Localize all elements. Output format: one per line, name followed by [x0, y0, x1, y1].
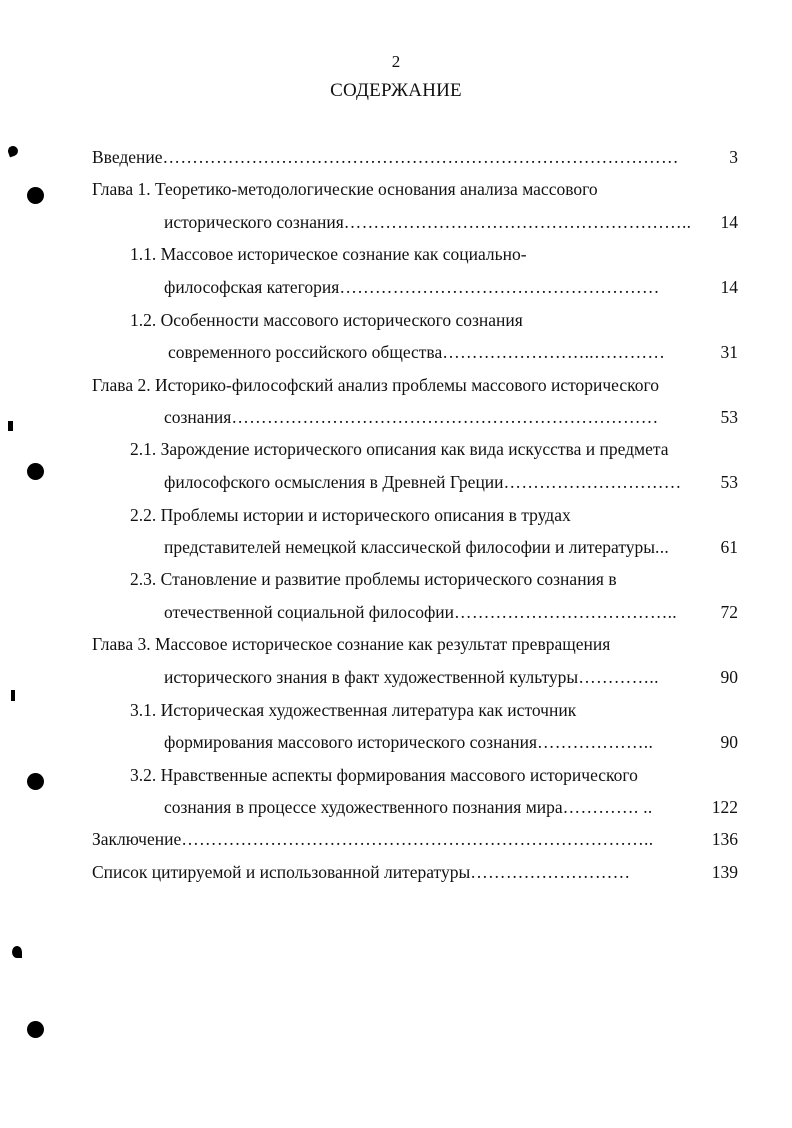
- toc-page-number: 139: [711, 862, 738, 882]
- toc-entry-section-3-1-cont: [164, 731, 653, 753]
- punch-hole: [27, 463, 44, 480]
- toc-leader-dots: …………………………………………………..: [343, 212, 692, 232]
- toc-entry-chapter-3: [92, 633, 610, 655]
- toc-page-number: 90: [720, 732, 738, 752]
- toc-entry-section-2-2: [130, 504, 571, 526]
- punch-hole: [27, 1021, 44, 1038]
- toc-entry-chapter-2: [92, 374, 659, 396]
- toc-entry-section-1-1-cont: [164, 276, 660, 298]
- toc-entry-title-cont: представителей немецкой классической философии и литературы: [164, 537, 656, 557]
- toc-entry-title-cont: формирования массового исторического сознания: [164, 732, 537, 752]
- toc-entry-bibliography: [92, 861, 630, 883]
- toc-entry-title: 3.2. Нравственные аспекты формирования массового исторического: [130, 765, 638, 785]
- toc-entry-section-3-1: [130, 699, 576, 721]
- toc-entry-section-2-1-cont: [164, 471, 682, 493]
- toc-entry-title: 2.2. Проблемы истории и исторического описания в трудах: [130, 505, 571, 525]
- toc-entry-chapter-2-cont: [164, 406, 659, 428]
- toc-entry-section-1-2: [130, 309, 523, 331]
- toc-page-number: 14: [720, 212, 738, 232]
- toc-leader-dots: …………..: [578, 667, 659, 687]
- toc-leader-dots: ………………………………..: [454, 602, 677, 622]
- scan-mark: [11, 690, 15, 701]
- toc-entry-title: Заключение: [92, 829, 182, 849]
- toc-entry-section-2-1: [130, 438, 668, 460]
- toc-entry-title: Глава 2. Историко-философский анализ проблемы массового исторического: [92, 375, 659, 395]
- toc-entry-section-3-2-cont: [164, 796, 653, 818]
- toc-page-number: 136: [711, 829, 738, 849]
- toc-leader-dots: …………………………: [503, 472, 682, 492]
- punch-hole: [27, 773, 44, 790]
- toc-leader-dots: ………………………………………………: [339, 277, 660, 297]
- toc-entry-chapter-1: [92, 178, 598, 200]
- scan-mark: [12, 946, 22, 958]
- toc-entry-title: Глава 3. Массовое историческое сознание как результат превращения: [92, 634, 611, 654]
- toc-entry-conclusion: [92, 828, 653, 850]
- toc-entry-title-cont: исторического знания в факт художественной культуры: [164, 667, 579, 687]
- toc-entry-section-1-2-cont: [168, 341, 665, 363]
- toc-page-number: 31: [720, 342, 738, 362]
- toc-leader-dots: ………………………: [470, 862, 631, 882]
- toc-entry-title-cont: философская категория: [164, 277, 340, 297]
- toc-entry-title-cont: философского осмысления в Древней Греции: [164, 472, 504, 492]
- toc-entry-chapter-3-cont: [164, 666, 659, 688]
- toc-entry-title: 3.1. Историческая художественная литература как источник: [130, 700, 577, 720]
- scan-mark: [7, 145, 20, 158]
- toc-entry-section-1-1: [130, 243, 527, 265]
- toc-entry-section-3-2: [130, 764, 638, 786]
- scan-mark: [8, 421, 13, 431]
- toc-entry-title-cont: отечественной социальной философии: [164, 602, 455, 622]
- toc-page-number: 3: [729, 147, 738, 167]
- toc-entry-chapter-1-cont: [164, 211, 691, 233]
- toc-entry-section-2-3-cont: [164, 601, 677, 623]
- toc-leader-dots: …………. ..: [562, 797, 653, 817]
- punch-hole: [27, 187, 44, 204]
- toc-page-number: 53: [720, 407, 738, 427]
- toc-entry-section-2-2-cont: [164, 536, 669, 558]
- toc-leader-dots: ………………………………………………………………: [231, 407, 659, 427]
- toc-leader-dots: ……………………………………………………………………..: [181, 829, 654, 849]
- toc-entry-title-cont: исторического сознания: [164, 212, 344, 232]
- toc-entry-title: 1.1. Массовое историческое сознание как социально-: [130, 244, 527, 264]
- page-title: СОДЕРЖАНИЕ: [330, 80, 462, 101]
- toc-page-number: 14: [720, 277, 738, 297]
- toc-entry-title: 1.2. Особенности массового исторического сознания: [130, 310, 523, 330]
- toc-leader-dots: ……………………..…………: [442, 342, 666, 362]
- toc-page-number: 72: [720, 602, 738, 622]
- toc-entry-title-cont: современного российского общества: [168, 342, 443, 362]
- toc-leader-dots: ...: [655, 537, 670, 557]
- toc-entry-title: 2.3. Становление и развитие проблемы исторического сознания в: [130, 569, 617, 589]
- toc-entry-title: 2.1. Зарождение исторического описания как вида искусства и предмета: [130, 439, 669, 459]
- toc-entry-intro: [92, 146, 679, 168]
- toc-leader-dots: ………………..: [537, 732, 654, 752]
- page-number: 2: [391, 52, 401, 71]
- toc-entry-title-cont: сознания: [164, 407, 232, 427]
- toc-entry-title: Глава 1. Теоретико-методологические основания анализа массового: [92, 179, 598, 199]
- toc-page-number: 90: [720, 667, 738, 687]
- toc-entry-section-2-3: [130, 568, 617, 590]
- toc-entry-title-cont: сознания в процессе художественного познания мира: [164, 797, 563, 817]
- toc-page-number: 122: [711, 797, 738, 817]
- toc-entry-title: Список цитируемой и использованной литературы: [92, 862, 471, 882]
- toc-page-number: 53: [720, 472, 738, 492]
- toc-leader-dots: ……………………………………………………………………………: [162, 147, 679, 167]
- toc-page-number: 61: [720, 537, 738, 557]
- toc-entry-title: Введение: [92, 147, 163, 167]
